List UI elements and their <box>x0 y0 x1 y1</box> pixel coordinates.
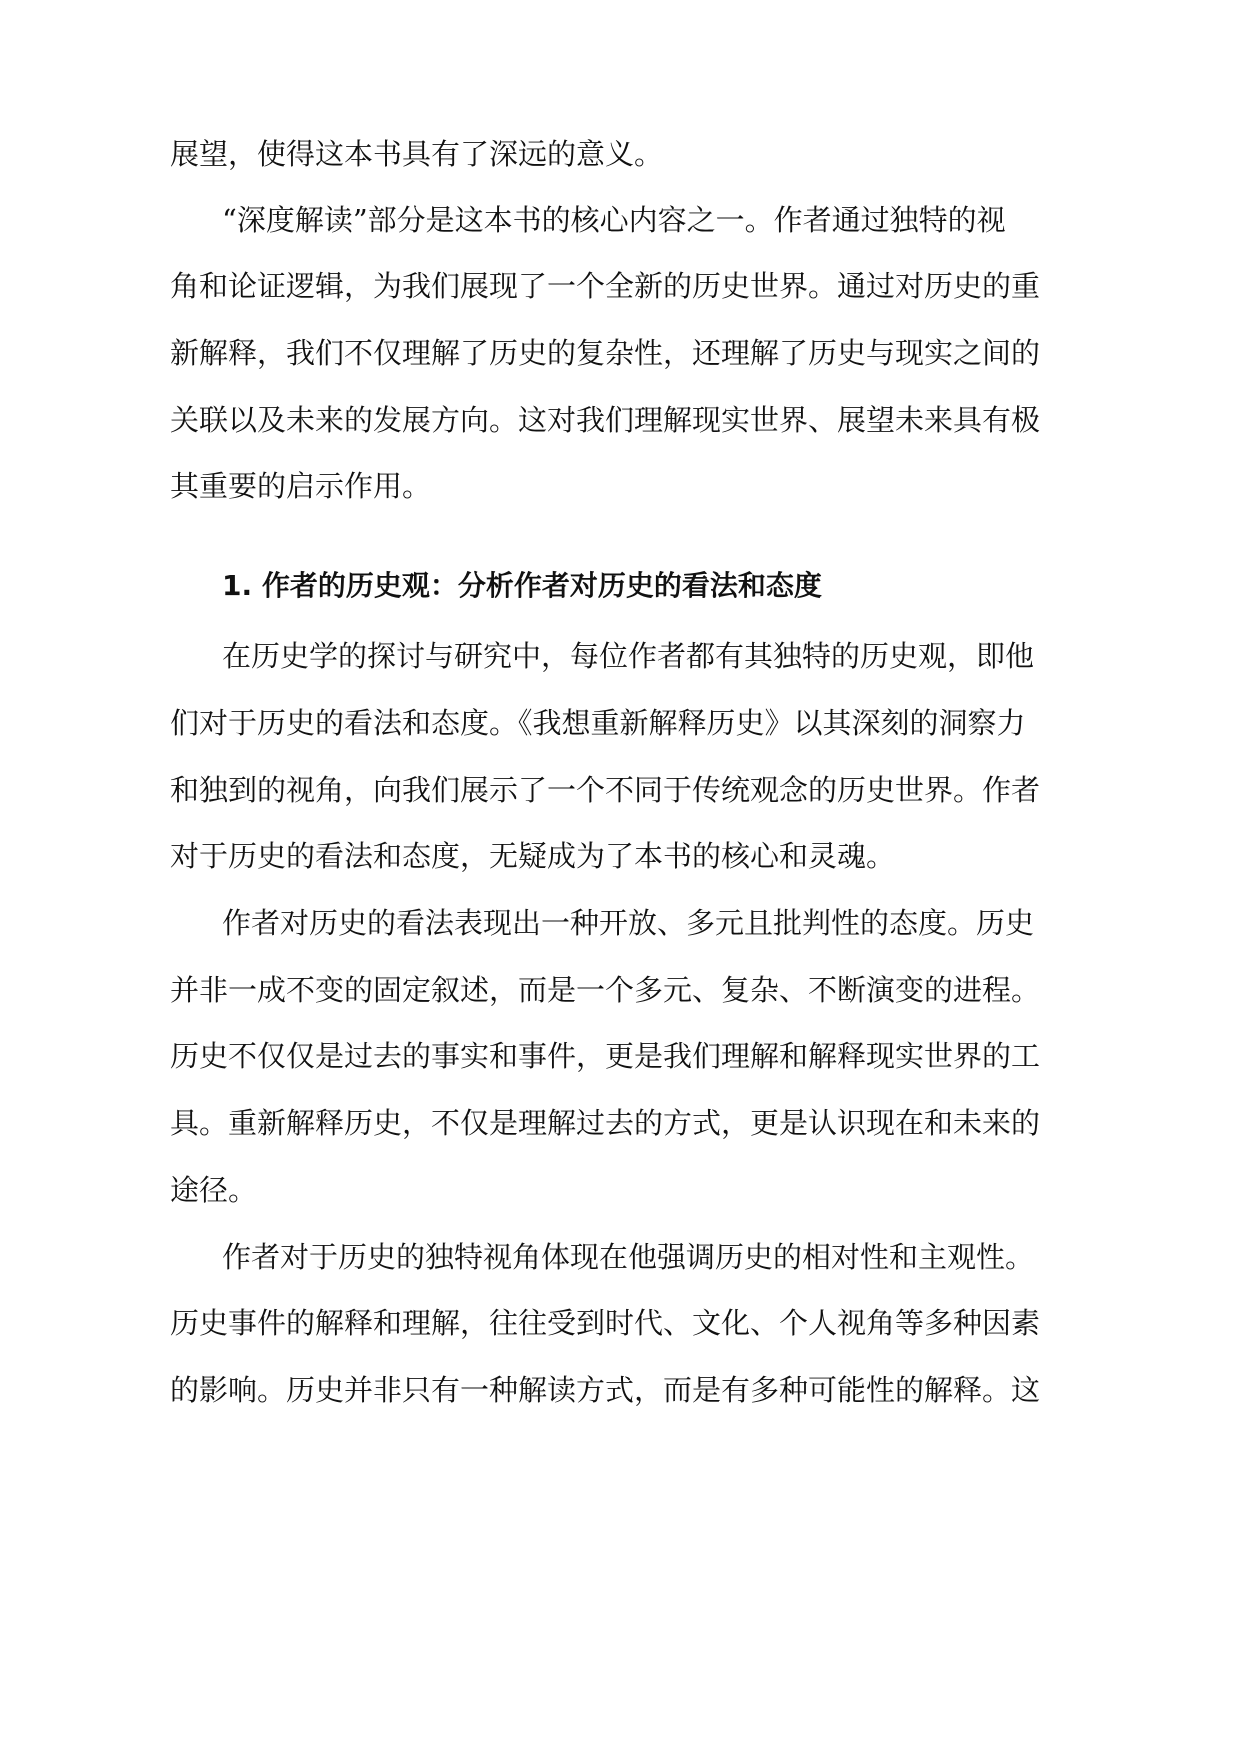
paragraph-line: 关联以及未来的发展方向。这对我们理解现实世界、展望未来具有极 <box>170 403 1041 437</box>
paragraph-line: 作者对历史的看法表现出一种开放、多元且批判性的态度。历史 <box>222 906 1035 940</box>
paragraph-line: 新解释，我们不仅理解了历史的复杂性，还理解了历史与现实之间的 <box>170 336 1041 370</box>
paragraph-line: 并非一成不变的固定叙述，而是一个多元、复杂、不断演变的进程。 <box>170 973 1041 1007</box>
paragraph-line: 角和论证逻辑，为我们展现了一个全新的历史世界。通过对历史的重 <box>170 269 1041 303</box>
paragraph-line: 和独到的视角，向我们展示了一个不同于传统观念的历史世界。作者 <box>170 773 1041 807</box>
paragraph-line: 历史事件的解释和理解，往往受到时代、文化、个人视角等多种因素 <box>170 1306 1041 1340</box>
paragraph-line: 展望，使得这本书具有了深远的意义。 <box>170 137 664 171</box>
paragraph-line: 具。重新解释历史，不仅是理解过去的方式，更是认识现在和未来的 <box>170 1106 1041 1140</box>
paragraph-line: 的影响。历史并非只有一种解读方式，而是有多种可能性的解释。这 <box>170 1373 1041 1407</box>
paragraph-line: 作者对于历史的独特视角体现在他强调历史的相对性和主观性。 <box>222 1240 1035 1274</box>
paragraph-line: 在历史学的探讨与研究中，每位作者都有其独特的历史观，即他 <box>222 639 1035 673</box>
paragraph-line: 途径。 <box>170 1173 258 1207</box>
paragraph-line: 其重要的启示作用。 <box>170 469 432 503</box>
paragraph-line: “深度解读”部分是这本书的核心内容之一。作者通过独特的视 <box>222 203 1006 237</box>
paragraph-line: 历史不仅仅是过去的事实和事件，更是我们理解和解释现实世界的工 <box>170 1039 1041 1073</box>
paragraph-line: 对于历史的看法和态度，无疑成为了本书的核心和灵魂。 <box>170 839 896 873</box>
paragraph-line: 们对于历史的看法和态度。《我想重新解释历史》以其深刻的洞察力 <box>170 706 1026 740</box>
section-heading: 1. 作者的历史观：分析作者对历史的看法和态度 <box>222 569 822 602</box>
